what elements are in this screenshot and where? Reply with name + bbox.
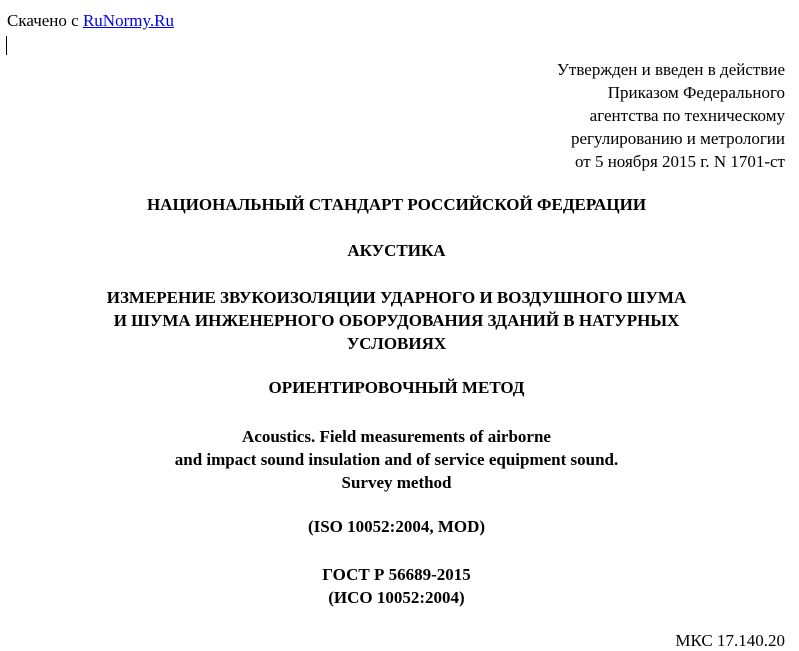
source-line — [7, 11, 174, 31]
subject-heading — [0, 240, 793, 262]
main-title-line: И ШУМА ИНЖЕНЕРНОГО ОБОРУДОВАНИЯ ЗДАНИЙ В НАТУРНЫХ — [113, 311, 680, 330]
iso-reference-text: (ISO 10052:2004, MOD) — [307, 517, 486, 536]
approval-line: агентства по техническому — [589, 106, 785, 125]
approval-block — [557, 58, 785, 173]
method-text: ОРИЕНТИРОВОЧНЫЙ МЕТОД — [268, 378, 525, 397]
main-title — [0, 286, 793, 355]
gost-line: ГОСТ Р 56689-2015 — [322, 565, 471, 584]
main-title-line: УСЛОВИЯХ — [346, 334, 447, 353]
approval-line: Приказом Федерального — [607, 83, 785, 102]
approval-line: от 5 ноября 2015 г. N 1701-ст — [575, 152, 785, 171]
text-cursor — [6, 36, 7, 55]
standard-country-heading — [0, 194, 793, 216]
approval-line: Утвержден и введен в действие — [556, 60, 785, 79]
english-title-line: Survey method — [341, 473, 452, 492]
main-title-line: ИЗМЕРЕНИЕ ЗВУКОИЗОЛЯЦИИ УДАРНОГО И ВОЗДУШНОГО ШУМА — [106, 288, 687, 307]
method-heading — [0, 377, 793, 399]
mks-code: МКС 17.140.20 — [675, 631, 785, 650]
english-title-line: Acoustics. Field measurements of airborne — [242, 427, 551, 446]
gost-line: (ИСО 10052:2004) — [328, 588, 465, 607]
runormy-link[interactable]: RuNormy.Ru — [82, 11, 174, 30]
standard-country-text: НАЦИОНАЛЬНЫЙ СТАНДАРТ РОССИЙСКОЙ ФЕДЕРАЦИИ — [146, 195, 647, 214]
source-prefix: Скачено с — [7, 11, 83, 30]
iso-reference — [0, 516, 793, 538]
english-title — [0, 425, 793, 494]
english-title-line: and impact sound insulation and of service equipment sound. — [174, 450, 619, 469]
subject-text: АКУСТИКА — [347, 241, 446, 260]
approval-line: регулированию и метрологии — [570, 129, 785, 148]
gost-designation — [0, 563, 793, 609]
